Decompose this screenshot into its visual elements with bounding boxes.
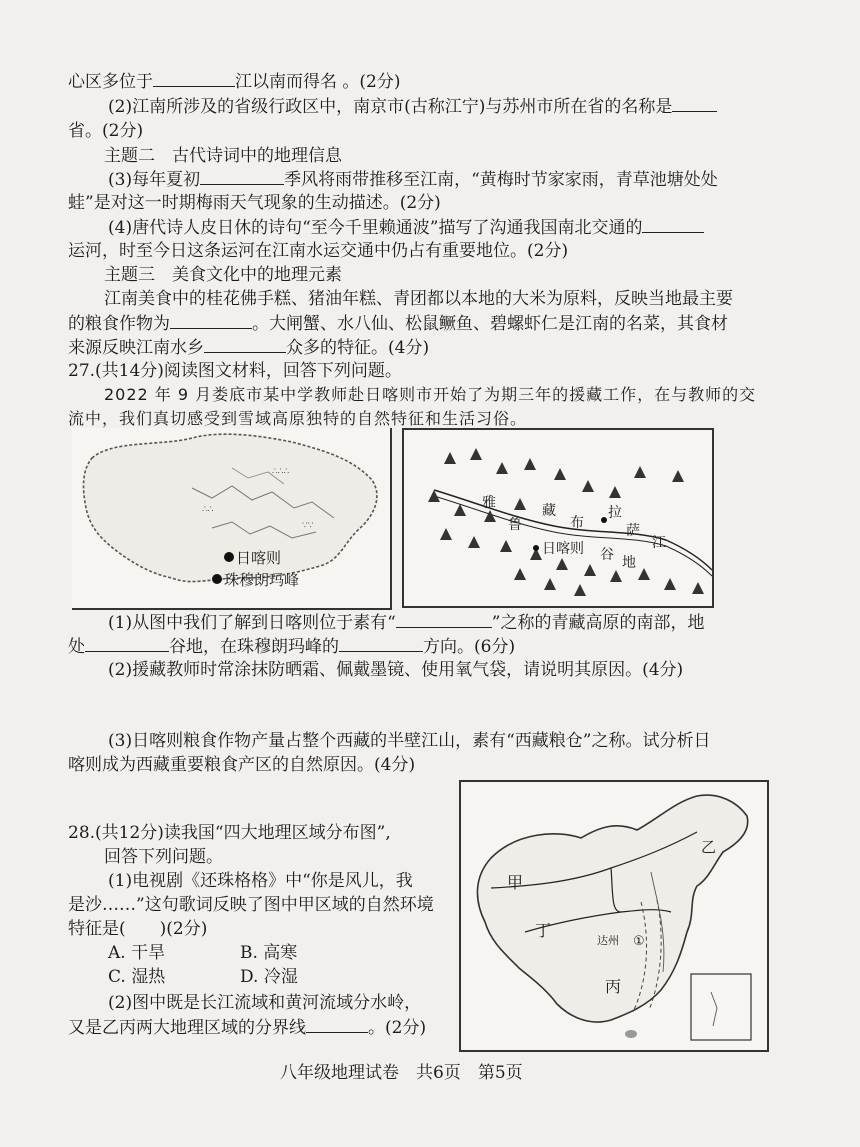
q28-2-line-1: (2)图中既是长江流域和黄河流域分水岭，: [108, 993, 422, 1013]
q27-3-line-2: 喀则成为西藏重要粮食产区的自然原因。(4分): [68, 755, 416, 775]
lhasa-char: 拉: [608, 505, 622, 521]
page-footer: 八年级地理试卷 共6页 第5页: [280, 1063, 523, 1083]
q27-3-line-1: (3)日喀则粮食作物产量占整个西藏的半壁江山，素有“西藏粮仓”之称。试分析日: [108, 731, 711, 751]
city-dot-icon: [224, 552, 234, 562]
peak-label: 珠穆朗玛峰: [224, 571, 300, 589]
q26-4-line-1: (4)唐代诗人皮日休的诗句“至今千里赖通波”描写了沟通我国南北交通的: [108, 216, 704, 239]
answer-blank[interactable]: [170, 312, 252, 329]
q26-3-line-2: 蛙”是对这一时期梅雨天气现象的生动描述。(2分): [68, 193, 441, 213]
region-yi-label: 乙: [701, 838, 717, 856]
river-char: 鲁: [508, 517, 522, 533]
region-ding-label: 丁: [535, 921, 552, 940]
theme-3-heading: 主题三 美食文化中的地理元素: [104, 265, 342, 285]
q27-1-line-2: 处 谷地，在珠穆朗玛峰的 方向。(6分): [68, 637, 516, 657]
option-a[interactable]: A. 干旱: [108, 943, 166, 963]
q28-2-line-2: 又是乙丙两大地理区域的分界线 。(2分): [68, 1018, 427, 1038]
answer-blank[interactable]: [85, 635, 169, 652]
food-line-3: 来源反映江南水乡 众多的特征。(4分): [68, 338, 430, 358]
q26-line-1: 心区多位于 江以南而得名 。(2分): [68, 72, 401, 92]
svg-text:∵∵: ∵∵: [302, 521, 314, 531]
valley-char: 地: [622, 555, 636, 571]
answer-blank[interactable]: [204, 336, 286, 353]
tibet-map: [72, 428, 392, 610]
answer-blank[interactable]: [396, 611, 492, 628]
food-line-2: 的粮食作物为 。大闸蟹、水八仙、松鼠鳜鱼、碧螺虾仁是江南的名菜，其食材: [68, 314, 728, 334]
option-d[interactable]: D. 冷湿: [240, 967, 298, 987]
q26-4-line-2: 运河，时至今日这条运河在江南水运交通中仍占有重要地位。(2分): [68, 241, 569, 261]
answer-blank[interactable]: [339, 635, 423, 652]
shigatse-label: 日喀则: [542, 541, 584, 557]
china-regions-map: [459, 780, 769, 1052]
q28-heading: 28.(共12分)读我国“四大地理区域分布图”,: [68, 823, 391, 843]
lhasa-char: 萨: [626, 523, 640, 539]
valley-char: 谷: [600, 547, 614, 563]
river-char: 布: [570, 515, 584, 531]
option-c[interactable]: C. 湿热: [108, 967, 166, 987]
city-label: 日喀则: [236, 549, 282, 567]
answer-blank[interactable]: [672, 95, 717, 112]
valley-map: [402, 428, 714, 608]
theme-2-heading: 主题二 古代诗词中的地理信息: [104, 146, 342, 166]
q27-material-1: 2022 年 9 月娄底市某中学教师赴日喀则市开始了为期三年的援藏工作，在与教师的交: [104, 385, 757, 404]
svg-text:∴∴: ∴∴: [202, 505, 214, 515]
q27-2-line: (2)援藏教师时常涂抹防晒霜、佩戴墨镜、使用氧气袋，请说明其原因。(4分): [108, 660, 684, 680]
peak-dot-icon: [212, 574, 222, 584]
q28-heading-2: 回答下列问题。: [104, 847, 223, 867]
region-jia-label: 甲: [507, 873, 524, 892]
river-char: 雅: [482, 495, 496, 511]
q28-1-line-2: 是沙……”这句歌词反映了图中甲区域的自然环境: [68, 895, 434, 915]
answer-blank[interactable]: [153, 70, 235, 87]
svg-text:∴∴∴: ∴∴∴: [272, 467, 290, 477]
river-char: 藏: [542, 503, 556, 519]
river-char: 江: [652, 535, 666, 551]
city-label: 达州: [597, 934, 619, 947]
answer-blank[interactable]: [642, 216, 704, 233]
valley-drawing: [404, 430, 712, 606]
food-line-1: 江南美食中的桂花佛手糕、猪油年糕、青团都以本地的大米为原料，反映当地最主要: [104, 289, 733, 309]
q28-1-line-3: 特征是( )(2分): [68, 919, 208, 939]
q26-3-line-1: (3)每年夏初 季风将雨带推移至江南，“黄梅时节家家雨，青草池塘处处: [108, 170, 718, 190]
q26-2-line-2: 省。(2分): [68, 121, 144, 141]
q26-2-line-1: (2)江南所涉及的省级行政区中，南京市(古称江宁)与苏州市所在省的名称是: [108, 95, 717, 118]
q27-material-2: 流中，我们真切感受到雪域高原独特的自然特征和生活习俗。: [68, 409, 528, 428]
answer-blank[interactable]: [306, 1016, 368, 1033]
q27-heading: 27.(共14分)阅读图文材料，回答下列问题。: [68, 361, 402, 381]
q28-1-line-1: (1)电视剧《还珠格格》中“你是风儿，我: [108, 871, 413, 891]
region-bing-label: 丙: [605, 977, 622, 996]
q27-1-line-1: (1)从图中我们了解到日喀则位于素有“ ”之称的青藏高原的南部，地: [108, 613, 705, 633]
boundary-marker: ①: [633, 934, 645, 949]
answer-blank[interactable]: [200, 168, 284, 185]
china-outline: [461, 782, 767, 1050]
option-b[interactable]: B. 高寒: [240, 943, 298, 963]
